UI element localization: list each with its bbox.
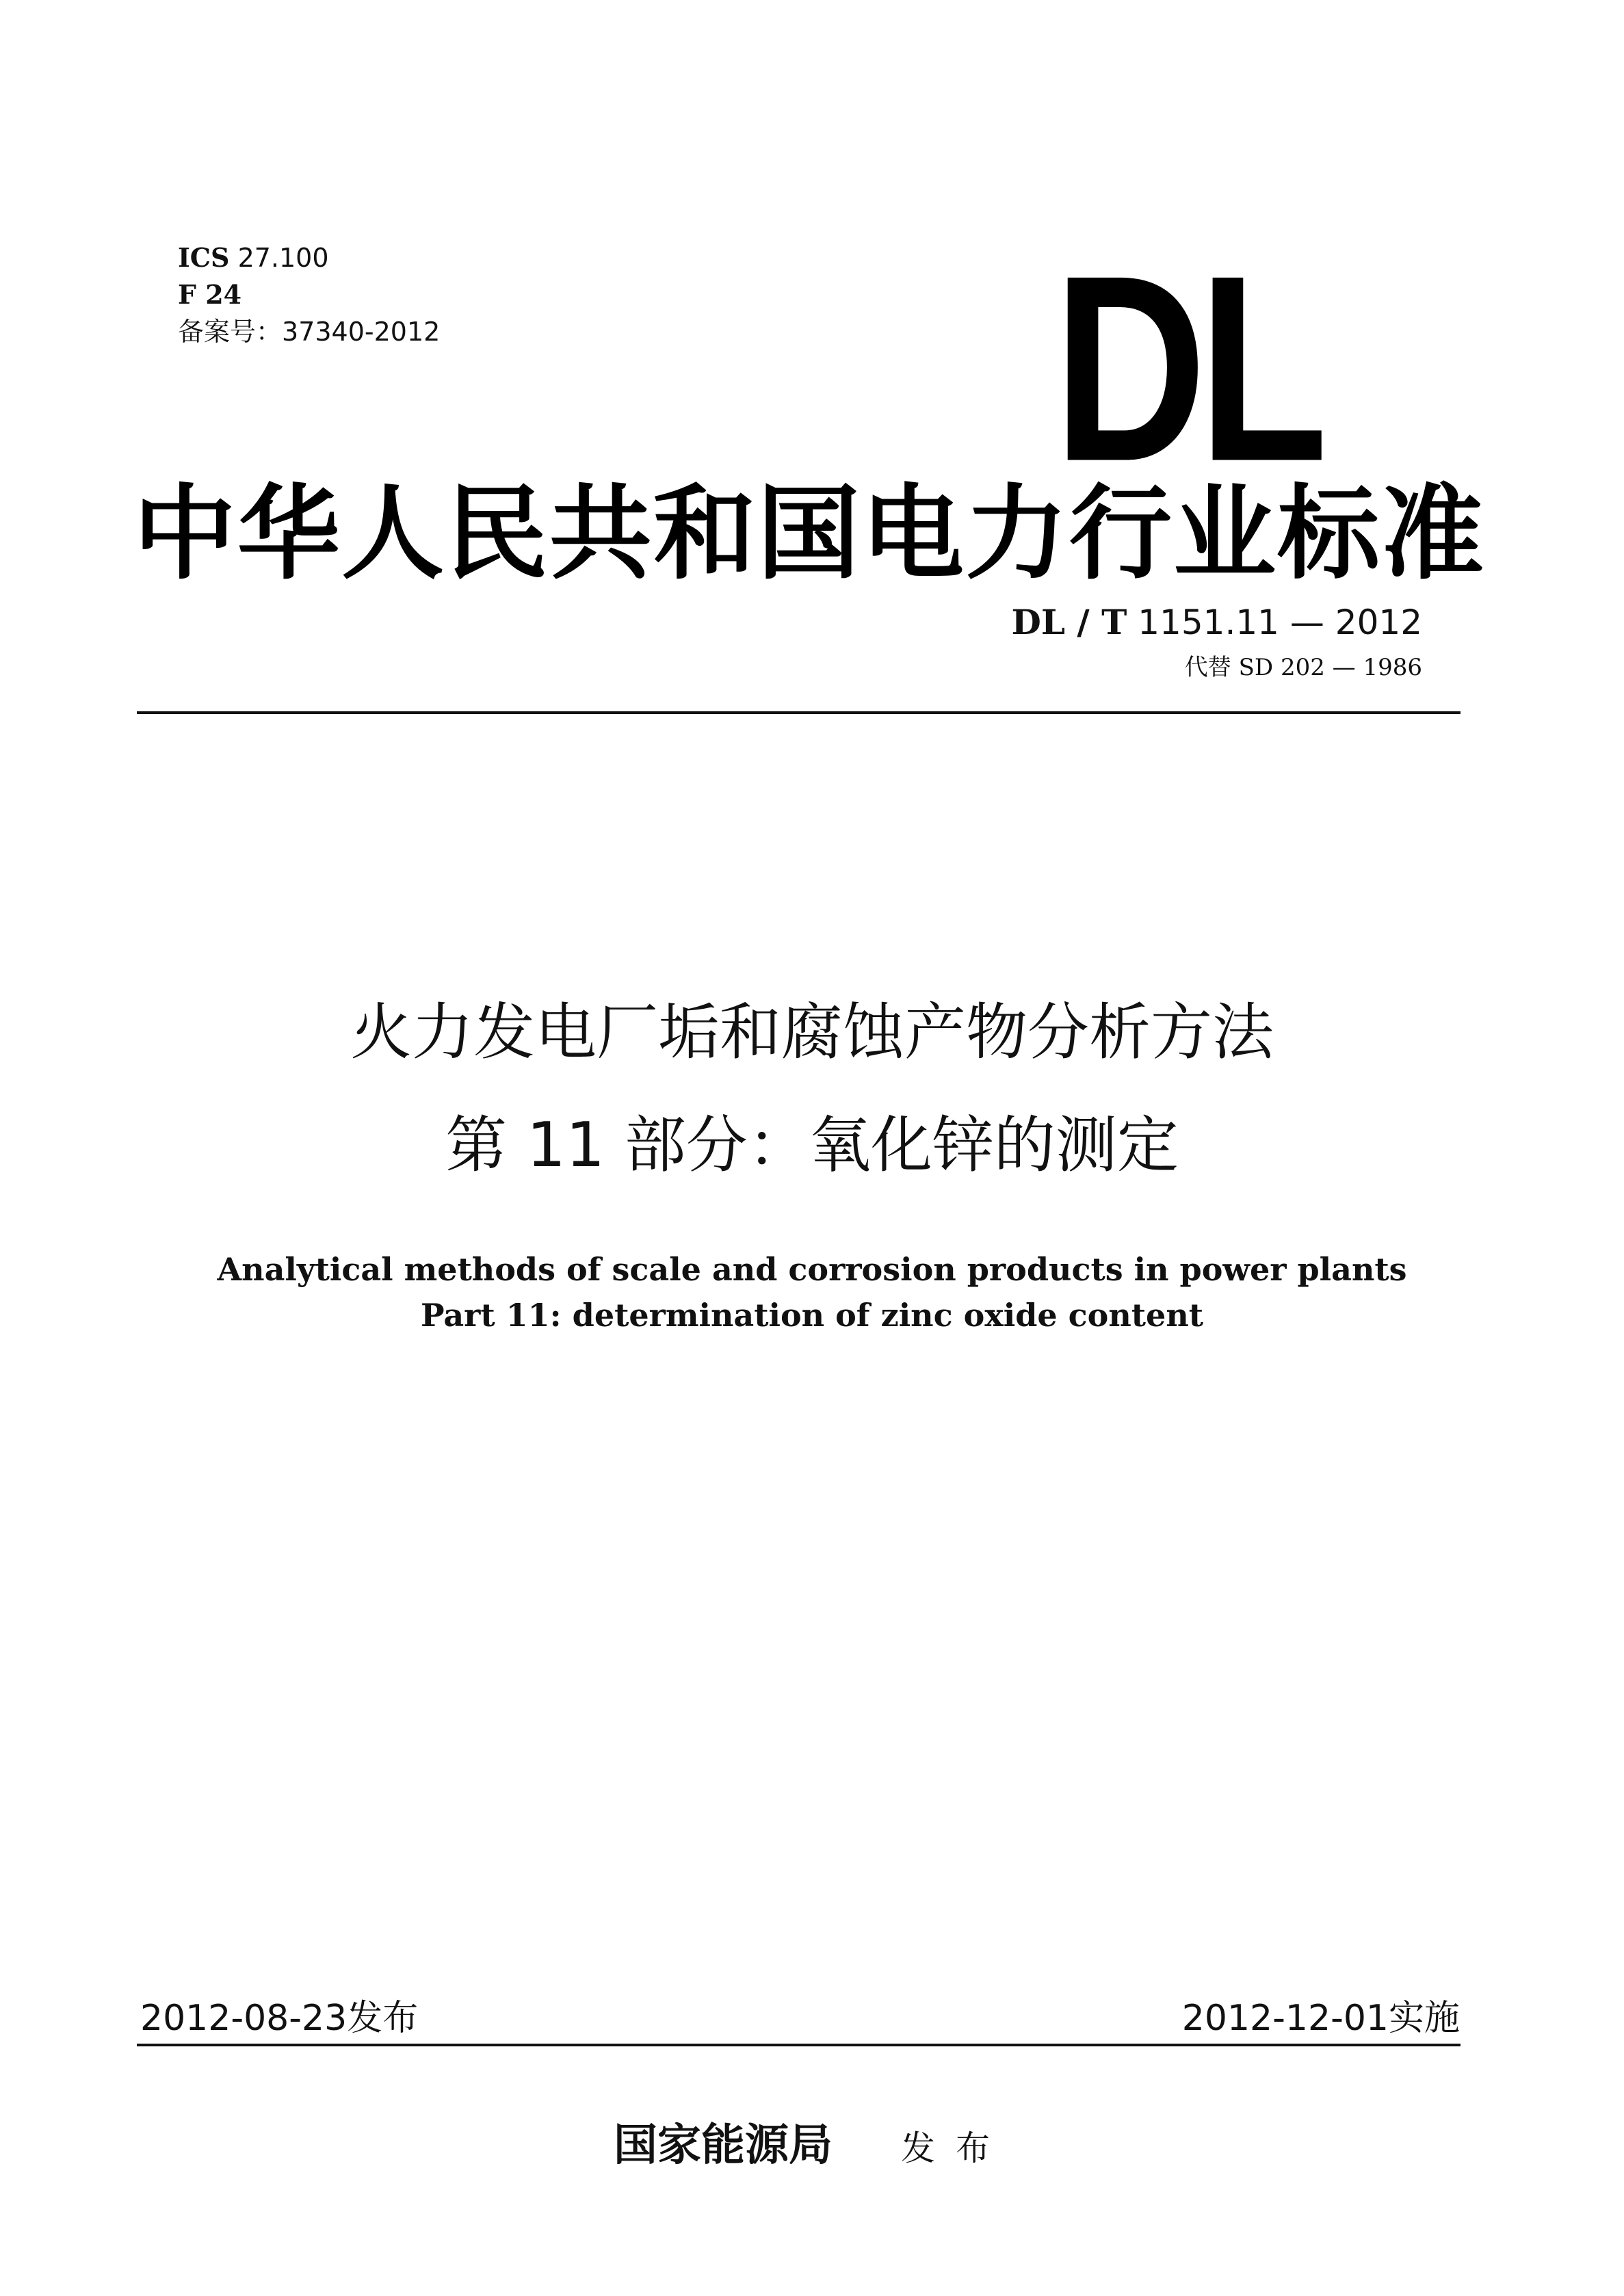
title-cn-line2: 第 11 部分：氧化锌的测定 [445,1109,1179,1181]
issuer-action: 发布 [901,2128,1010,2168]
ics-code [178,239,329,276]
title-cn-line1: 火力发电厂垢和腐蚀产物分析方法 [350,997,1274,1068]
issue-date: 2012-08-23发布 [140,1998,419,2039]
dl-logo: DL [1053,270,1320,467]
ics-value: 27.100 [237,243,329,273]
organization-banner: 中华人民共和国电力行业标准 [133,473,1486,594]
replaces-standard: 代替 SD 202 — 1986 [1184,654,1422,681]
ics-label: ICS [178,242,230,273]
title-en-line2: Part 11: determination of zinc oxide content [420,1297,1204,1334]
filing-label: 备案号： [178,317,283,347]
standard-prefix: DL / T [1011,602,1127,642]
issuer [0,2110,1624,2173]
filing-value: 37340-2012 [282,317,441,347]
bottom-divider [137,2044,1461,2046]
ccs-code [178,276,241,313]
title-en-line1: Analytical methods of scale and corrosion products in power plants [217,1251,1407,1288]
issuer-name: 国家能源局 [614,2120,833,2171]
top-divider [137,711,1461,714]
standard-code: 1151.11 — 2012 [1138,603,1422,642]
ccs-value: F 24 [178,279,242,310]
filing-number [178,313,440,350]
standard-number [1011,602,1422,642]
implementation-date: 2012-12-01实施 [1181,1998,1460,2039]
